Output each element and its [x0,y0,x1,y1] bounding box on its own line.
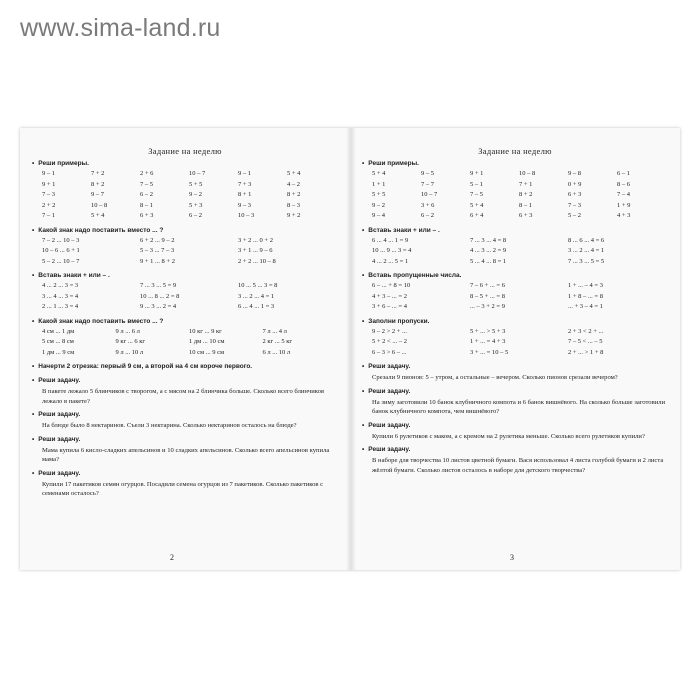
word-problem-text: В наборе для творчества 10 листов цветной бумаги. Вася использовал 4 листа голубой бумаги и 2 листа жёлтой бумаги. Сколько листов осталось в наборе для детского творчества? [372,457,664,474]
task-heading [362,271,666,281]
task-section [32,410,336,431]
exercise-item: 2 кг ... 5 кг [262,338,293,345]
exercise-item: 7 – 3 [568,201,581,209]
task-heading-text: Реши задачу. [38,469,81,477]
bullet-icon: • [32,160,35,167]
task-heading [32,362,336,372]
task-heading [362,387,666,397]
exercise-item: 10 кг ... 9 кг [189,327,222,335]
exercise-item: 6 – 3 > 6 – ... [372,348,407,356]
exercise-item: 5 – 3 ... 7 – 3 [140,247,175,254]
task-heading-text: Реши задачу. [368,387,411,395]
exercise-item: 8 + 2 [91,180,105,188]
exercise-item: 7 л ... 4 л [262,327,287,335]
exercise-item: 6 + 3 [519,212,533,219]
exercise-item: 9 – 2 [189,191,202,198]
exercise-item: 7 + 3 [238,180,252,188]
bullet-icon: • [32,272,35,279]
word-problem-text: Купили 17 пакетиков семян огурцов. Посадили семена огурцов из 7 пакетиков. Сколько пакетиков с семенами осталось? [42,480,324,497]
exercise-item: 10 ... 8 ... 2 = 8 [140,292,180,300]
exercise-item: 5 + 4 [470,201,484,209]
exercise-item: 4 см ... 1 дм [42,327,75,335]
exercise-item: 5 + ... > 5 + 3 [470,327,506,335]
exercise-item: 8 + 2 [287,191,301,198]
exercise-item: 10 ... 5 ... 3 = 8 [238,282,278,289]
exercise-grid [372,327,666,359]
exercise-item: 10 см ... 9 см [189,348,225,356]
exercise-item: 6 ... 4 ... 1 = 3 [238,303,275,310]
exercise-item: 2 + ... > 1 + 8 [568,348,604,356]
task-section [362,445,666,475]
bullet-icon: • [362,363,365,370]
exercise-item: 8 ... 6 ... 4 = 6 [568,236,605,244]
exercise-item: 9 – 3 [238,201,251,209]
exercise-item: 10 – 8 [91,201,108,209]
exercise-item: 9 л ... 6 л [115,327,140,335]
task-section [32,271,336,313]
task-heading [32,159,336,169]
task-section [32,317,336,359]
task-heading [32,435,336,445]
exercise-item: 0 + 9 [568,180,582,188]
bullet-icon: • [362,226,365,234]
task-heading [362,317,666,327]
exercise-item: 5 – 2 ... 10 – 7 [42,257,80,265]
exercise-item: 9 + 1 [470,170,484,177]
exercise-item: 8 – 1 [519,201,532,209]
page-content [362,159,666,479]
exercise-item: 6 – 2 [421,212,434,219]
task-heading-text: Какой знак надо поставить вместо ... ? [38,226,164,234]
exercise-item: 5 + 4 [287,170,301,177]
exercise-item: 9 – 8 [568,170,581,177]
task-section [362,362,666,383]
task-section [32,435,336,465]
task-heading-text: Вставь знаки + или – . [368,226,440,234]
exercise-item: 9 – 2 [372,201,385,209]
bullet-icon: • [362,317,365,325]
task-heading-text: Реши задачу. [368,446,411,453]
bullet-icon: • [362,446,365,453]
exercise-item: 2 + 2 [42,201,56,209]
exercise-item: 9 ... 3 ... 2 = 4 [140,303,177,310]
exercise-item: 7 + 2 [91,170,105,177]
task-heading [32,226,336,236]
task-heading-text: Какой знак надо поставить вместо ... ? [38,317,164,325]
task-heading [362,226,666,236]
exercise-item: 9 – 7 [91,191,104,198]
exercise-item: 6 – ... + 8 = 10 [372,282,411,289]
exercise-item: 7 ... 3 ... 5 = 9 [140,282,177,289]
task-section [32,376,336,406]
exercise-item: 1 дм ... 9 см [42,348,75,356]
exercise-item: 6 – 2 [189,212,202,219]
exercise-item: 6 – 2 [140,191,153,198]
exercise-item: 8 – 3 [287,201,300,209]
exercise-item: 7 ... 3 ... 4 = 8 [470,236,507,244]
exercise-item: 9 – 1 [238,170,251,177]
exercise-item: 5 + 2 < ... – 2 [372,338,407,345]
task-heading-text: Реши задачу. [38,377,81,384]
exercise-item: 8 – 6 [617,180,630,188]
page-number: 2 [170,553,174,562]
exercise-item: 3 + 6 – ... = 4 [372,303,407,310]
exercise-item: 3 ... 4 ... 3 = 4 [42,292,79,300]
task-heading-text: Заполни пропуски. [368,317,430,325]
bullet-icon: • [32,317,35,325]
task-heading-text: Реши задачу. [368,363,411,370]
exercise-item: 4 + 3 [617,212,631,219]
exercise-item: 9 – 5 [421,170,434,177]
exercise-item: 1 + ... = 4 + 3 [470,338,506,345]
exercise-item: 4 – 2 [287,180,300,188]
word-problem-text: В пакете лежало 5 блинчиков с творогом, а с мясом на 2 блинчика больше. Сколько всего блинчиков лежало в пакете? [42,388,325,405]
task-heading-text: Начерти 2 отрезка: первый 9 см, а второй на 4 см короче первого. [38,363,253,370]
bullet-icon: • [32,411,35,418]
bullet-icon: • [362,387,365,395]
exercise-item: 1 + 8 – ... = 8 [568,292,603,300]
task-section [32,226,336,268]
bullet-icon: • [32,469,35,477]
exercise-item: 4 ... 2 ... 5 = 1 [372,257,409,265]
task-heading-text: Реши задачу. [38,435,81,443]
exercise-item: 5 + 3 [189,201,203,209]
page-right [350,128,680,570]
task-heading [362,159,666,169]
page-left [20,128,350,570]
bullet-icon: • [362,272,365,279]
exercise-item: 10 ... 9 ... 3 = 4 [372,247,412,254]
book-spread [20,128,680,570]
exercise-item: 5 + 4 [372,170,386,177]
task-heading [32,469,336,479]
exercise-item: 5 + 5 [189,180,203,188]
exercise-item: 9 – 1 [42,170,55,177]
bullet-icon: • [32,226,35,234]
word-problem-text: Купили 6 рулетиков с маком, а с кремом на 2 рулетика меньше. Сколько всего рулетиков купили? [372,432,645,440]
exercise-item: 3 + 6 [421,201,435,209]
task-heading-text: Вставь знаки + или – . [38,272,110,279]
exercise-item: 1 + 9 [617,201,631,209]
exercise-item: 8 – 5 + ... = 8 [470,292,505,300]
exercise-item: ... – 3 + 2 = 9 [470,303,505,310]
word-problem-text: Срезали 9 пионов: 5 – утром, а остальные – вечером. Сколько пионов срезали вечером? [372,374,618,381]
exercise-item: 7 – 7 [421,180,434,188]
exercise-grid [372,169,666,222]
exercise-item: 1 дм ... 10 см [189,338,225,345]
exercise-item: 8 + 1 [238,191,252,198]
exercise-item: 5 см ... 8 см [42,338,74,345]
exercise-item: 3 + 2 ... 0 + 2 [238,236,273,244]
task-heading [362,362,666,372]
word-problem-text: На зиму заготовили 10 банок клубничного компота и 6 банок вишнёвого. На сколько больше заготовили банок клубничного компота, чем вишнёвого? [372,398,666,415]
task-heading-text: Реши задачу. [368,421,411,429]
exercise-item: 1 + ... – 4 = 3 [568,282,603,289]
exercise-item: 6 + 3 [140,212,154,219]
exercise-grid [372,281,666,313]
page-number: 3 [510,553,514,562]
exercise-item: 9 – 4 [372,212,385,219]
exercise-item: 7 – 2 ... 10 – 3 [42,236,80,244]
exercise-item: 3 + ... = 10 – 5 [470,348,509,356]
exercise-item: 5 + 4 [91,212,105,219]
exercise-item: 3 ... 2 ... 4 = 1 [238,292,275,300]
exercise-item: 5 – 2 [568,212,581,219]
exercise-item: 7 + 1 [519,180,533,188]
exercise-item: 3 + 1 ... 9 – 6 [238,247,273,254]
exercise-item: 6 л ... 10 л [262,348,291,356]
bullet-icon: • [362,160,365,167]
exercise-item: ... + 3 – 4 = 1 [568,303,603,310]
exercise-grid [42,236,336,268]
exercise-item: 4 ... 3 ... 2 = 9 [470,247,507,254]
exercise-item: 1 + 1 [372,180,386,188]
task-section [32,469,336,499]
task-section [32,159,336,222]
exercise-item: 7 – 5 [470,191,483,198]
exercise-item: 7 – 5 [140,180,153,188]
exercise-item: 9 л ... 10 л [115,348,144,356]
task-heading-text: Вставь пропущенные числа. [368,272,462,279]
word-problem-text: На блюде было 8 нектаринов. Съели 3 нектарина. Сколько нектаринов осталось на блюде? [42,422,297,429]
task-section [362,387,666,417]
exercise-item: 10 – 8 [519,170,536,177]
bullet-icon: • [32,377,35,384]
exercise-grid [372,236,666,268]
task-section [362,226,666,268]
exercise-item: 7 – 3 [42,191,55,198]
exercise-item: 7 – 5 < ... – 5 [568,338,603,345]
exercise-item: 6 + 3 [568,191,582,198]
task-section [362,159,666,222]
exercise-item: 2 + 6 [140,170,154,177]
exercise-item: 6 + 4 [470,212,484,219]
exercise-item: 4 + 3 – ... = 2 [372,292,407,300]
task-section [32,362,336,372]
task-section [362,317,666,359]
exercise-grid [42,327,336,359]
exercise-item: 9 + 1 ... 8 + 2 [140,257,175,265]
task-heading [32,410,336,420]
task-heading [32,271,336,281]
exercise-item: 5 ... 4 ... 8 = 1 [470,257,507,265]
exercise-item: 6 – 1 [617,170,630,177]
bullet-icon: • [32,363,35,370]
exercise-item: 7 – 4 [617,191,630,198]
task-heading [32,317,336,327]
exercise-item: 2 ... 1 ... 3 = 4 [42,303,79,310]
exercise-item: 10 – 7 [421,191,438,198]
exercise-item: 10 – 7 [189,170,206,177]
exercise-item: 2 + 2 ... 10 – 8 [238,257,276,265]
bullet-icon: • [32,435,35,443]
exercise-item: 5 – 1 [470,180,483,188]
page-content [32,159,336,503]
exercise-grid [42,169,336,222]
task-section [362,421,666,442]
watermark-url: www.sima-land.ru [20,14,221,42]
exercise-item: 6 + 2 ... 9 – 2 [140,236,175,244]
bullet-icon: • [362,421,365,429]
task-heading-text: Реши примеры. [368,160,419,167]
task-section [362,271,666,313]
task-heading-text: Реши примеры. [38,160,89,167]
exercise-item: 9 – 2 > 2 + ... [372,327,407,335]
exercise-item: 9 кг ... 6 кг [115,338,146,345]
exercise-item: 9 + 1 [42,180,56,188]
exercise-item: 9 + 2 [287,212,301,219]
exercise-item: 6 ... 4 ... 1 = 9 [372,236,409,244]
exercise-item: 7 ... 3 ... 5 = 5 [568,257,605,265]
exercise-item: 4 ... 2 ... 3 = 3 [42,282,79,289]
task-heading [362,421,666,431]
exercise-item: 7 – 1 [42,212,55,219]
word-problem-text: Мама купила 6 кисло-сладких апельсинов и 10 сладких апельсинов. Сколько всего апельсинов купила мама? [42,446,330,463]
exercise-item: 10 – 6 ... 6 + 1 [42,247,80,254]
exercise-item: 5 + 5 [372,191,386,198]
exercise-grid [42,281,336,313]
task-heading [32,376,336,386]
exercise-item: 8 – 1 [140,201,153,209]
exercise-item: 8 + 2 [519,191,533,198]
task-heading-text: Реши задачу. [38,411,81,418]
task-heading [362,445,666,455]
exercise-item: 3 ... 2 ... 4 = 1 [568,247,605,254]
exercise-item: 2 + 3 < 2 + ... [568,327,604,335]
page-title: Задание на неделю [478,146,552,156]
page-title: Задание на неделю [148,146,222,156]
exercise-item: 10 – 3 [238,212,255,219]
exercise-item: 7 – 6 + ... = 6 [470,282,505,289]
